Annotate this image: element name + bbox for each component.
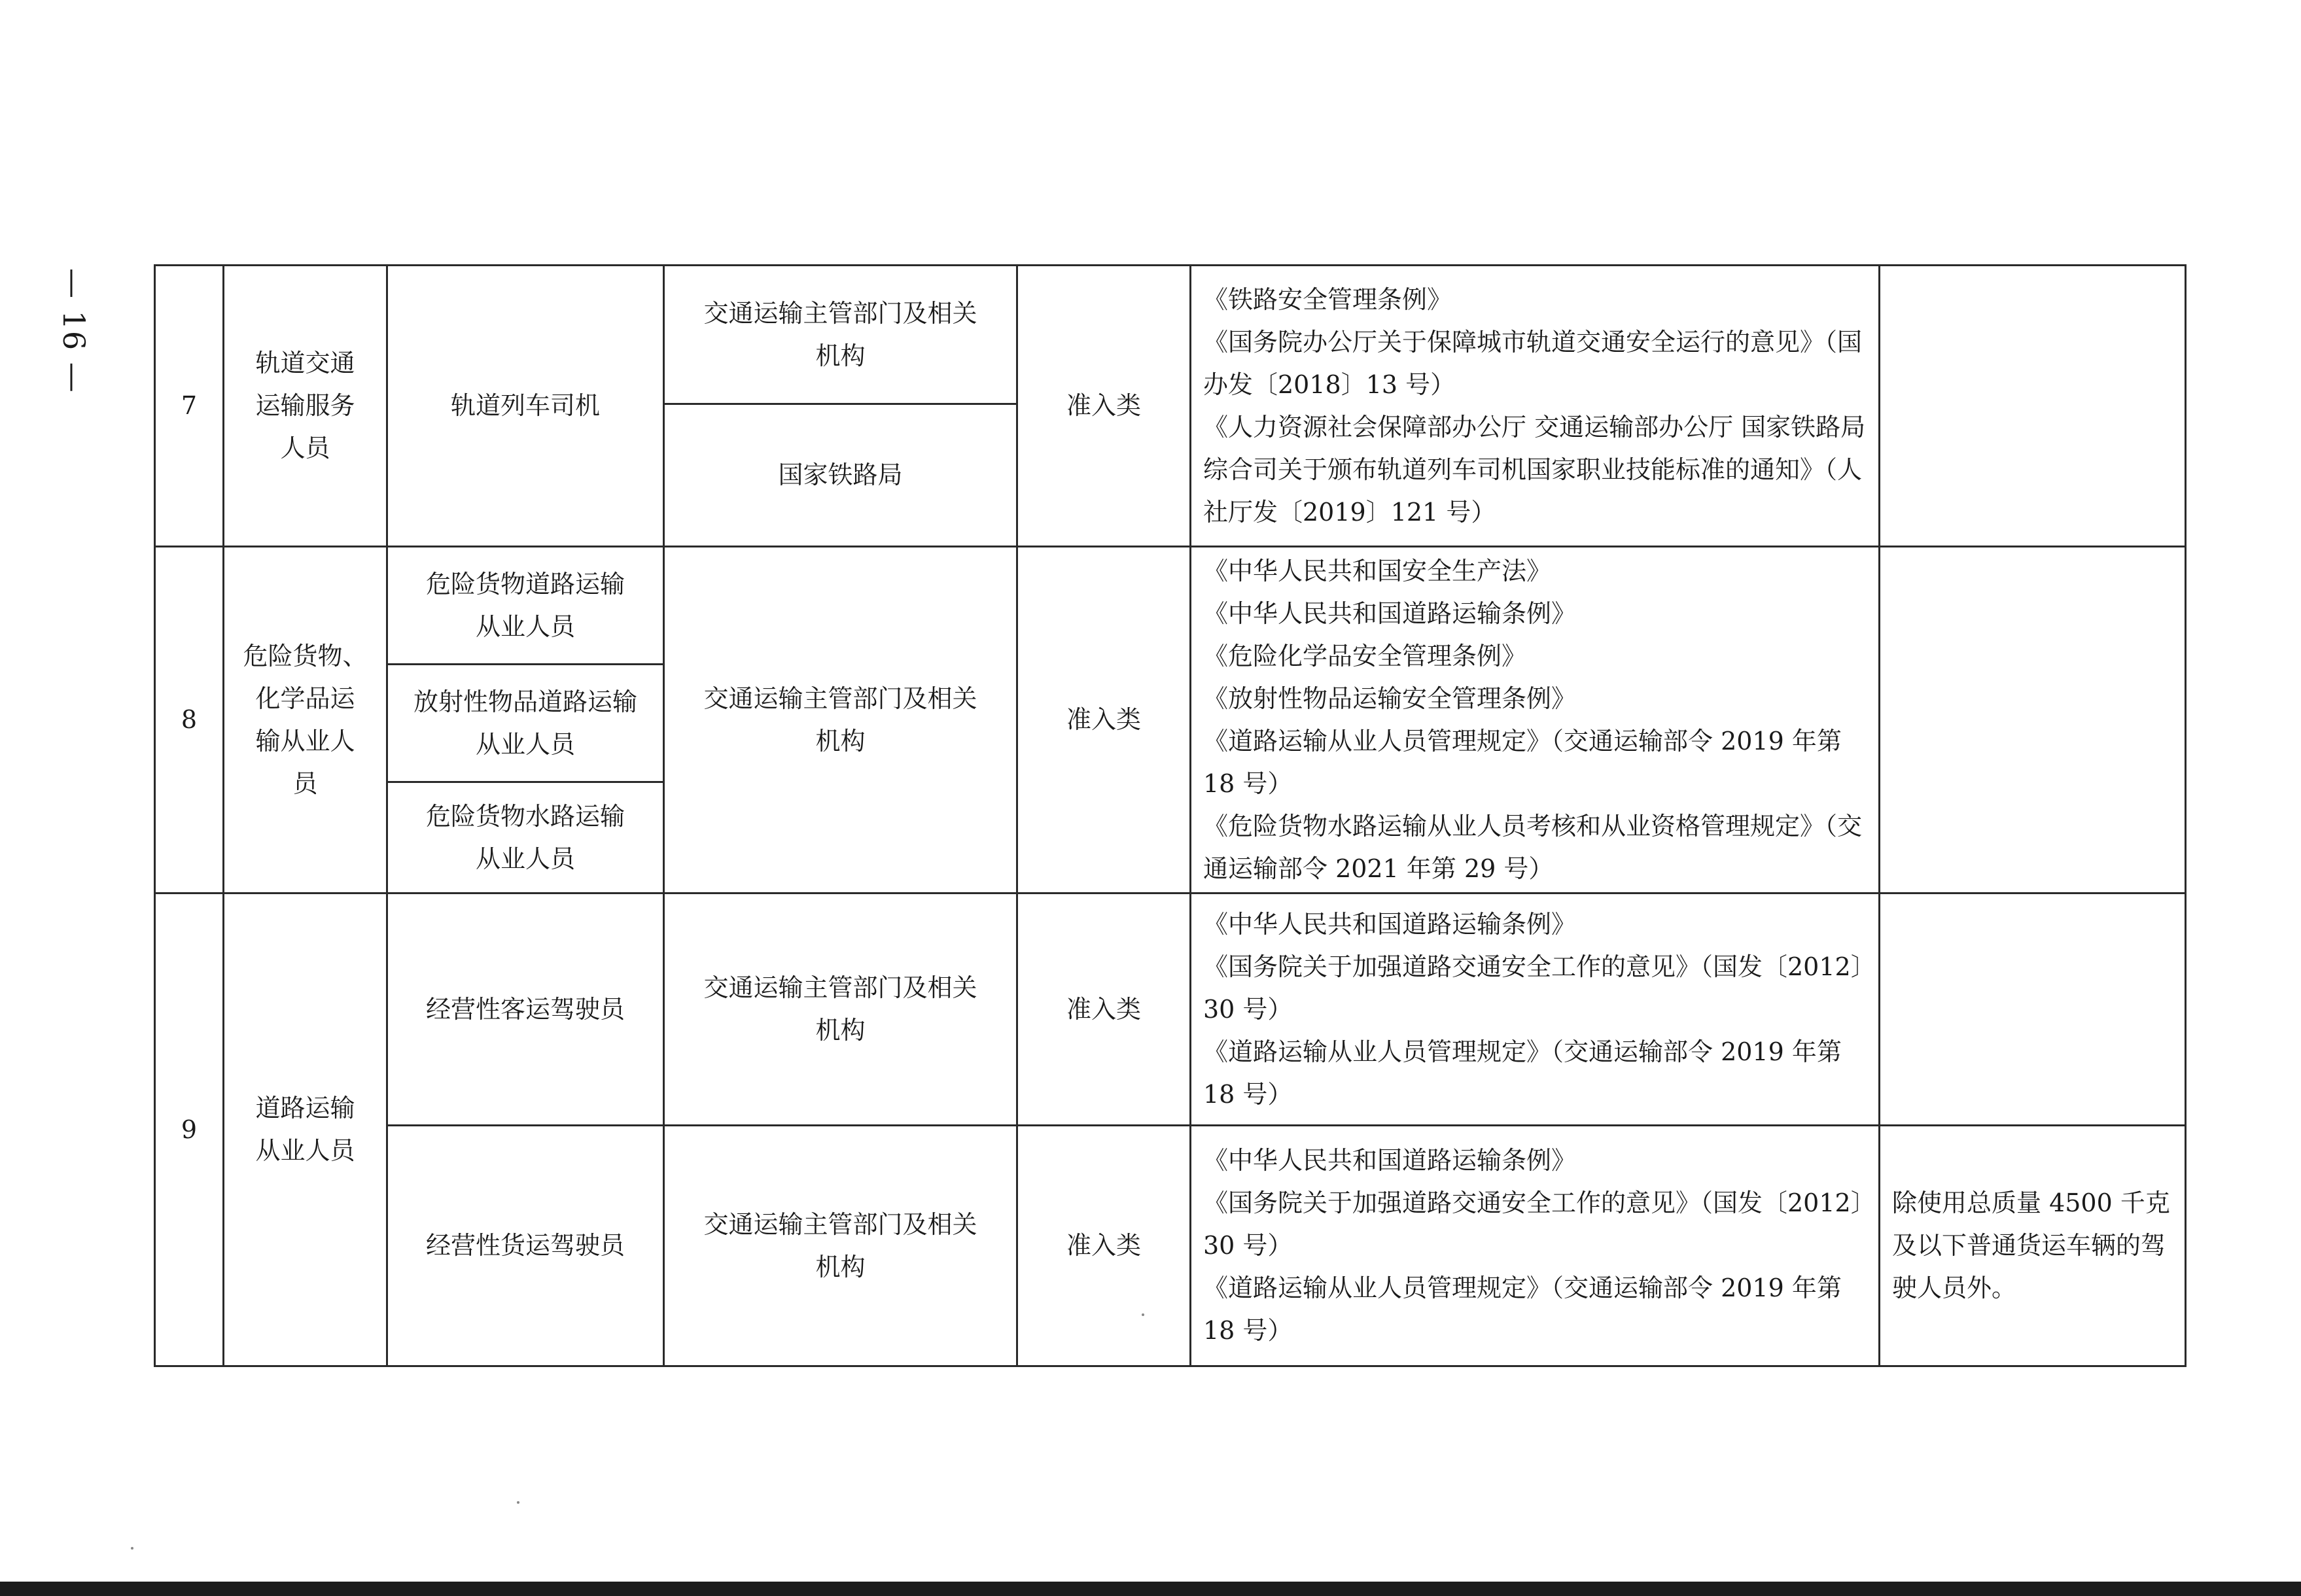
scan-speck	[1142, 1313, 1144, 1316]
position-cell: 轨道列车司机	[387, 266, 664, 547]
department-cell: 交通运输主管部门及相关 机构	[664, 266, 1017, 404]
department-cell: 交通运输主管部门及相关 机构	[664, 547, 1017, 893]
note-cell: 除使用总质量 4500 千克及以下普通货运车辆的驾驶人员外。	[1880, 1126, 2186, 1366]
type-cell: 准入类	[1017, 893, 1191, 1126]
note-cell	[1880, 893, 2186, 1126]
department-cell: 交通运输主管部门及相关 机构	[664, 893, 1017, 1126]
table-row	[155, 1126, 2186, 1366]
page-number: — 16 —	[56, 268, 92, 394]
row-number: 7	[155, 266, 224, 547]
position-cell: 危险货物水路运输 从业人员	[387, 782, 664, 893]
department-cell: 交通运输主管部门及相关 机构	[664, 1126, 1017, 1366]
note-cell	[1880, 266, 2186, 547]
category-cell: 道路运输 从业人员	[224, 893, 387, 1366]
scan-bottom-edge	[0, 1582, 2301, 1596]
basis-cell: 《铁路安全管理条例》 《国务院办公厅关于保障城市轨道交通安全运行的意见》（国办发〔2018〕13 号） 《人力资源社会保障部办公厅 交通运输部办公厅 国家铁路局综合司关于颁布轨道列车司机国家职业技能标准的通知》（人社厅发〔2019〕121 号）	[1191, 266, 1880, 547]
table-row	[155, 266, 2186, 404]
category-cell: 危险货物、 化学品运 输从业人 员	[224, 547, 387, 893]
table-row	[155, 547, 2186, 665]
position-cell: 危险货物道路运输 从业人员	[387, 547, 664, 665]
scan-speck	[517, 1501, 519, 1504]
note-cell	[1880, 547, 2186, 893]
basis-cell: 《中华人民共和国道路运输条例》 《国务院关于加强道路交通安全工作的意见》（国发〔2012〕30 号） 《道路运输从业人员管理规定》（交通运输部令 2019 年第 18 号）	[1191, 1126, 1880, 1366]
type-cell: 准入类	[1017, 266, 1191, 547]
type-cell: 准入类	[1017, 1126, 1191, 1366]
table-row	[155, 893, 2186, 1126]
department-cell: 国家铁路局	[664, 404, 1017, 547]
category-cell: 轨道交通 运输服务 人员	[224, 266, 387, 547]
occupation-table	[154, 264, 2187, 1367]
basis-cell: 《中华人民共和国安全生产法》 《中华人民共和国道路运输条例》 《危险化学品安全管理条例》 《放射性物品运输安全管理条例》 《道路运输从业人员管理规定》（交通运输部令 2019 年第 18 号） 《危险货物水路运输从业人员考核和从业资格管理规定》（交通运输部令 2021 年第 29 号）	[1191, 547, 1880, 893]
position-cell: 经营性货运驾驶员	[387, 1126, 664, 1366]
basis-cell: 《中华人民共和国道路运输条例》 《国务院关于加强道路交通安全工作的意见》（国发〔2012〕30 号） 《道路运输从业人员管理规定》（交通运输部令 2019 年第 18 号）	[1191, 893, 1880, 1126]
row-number: 8	[155, 547, 224, 893]
type-cell: 准入类	[1017, 547, 1191, 893]
scan-speck	[131, 1547, 133, 1550]
position-cell: 放射性物品道路运输 从业人员	[387, 665, 664, 782]
row-number: 9	[155, 893, 224, 1366]
position-cell: 经营性客运驾驶员	[387, 893, 664, 1126]
